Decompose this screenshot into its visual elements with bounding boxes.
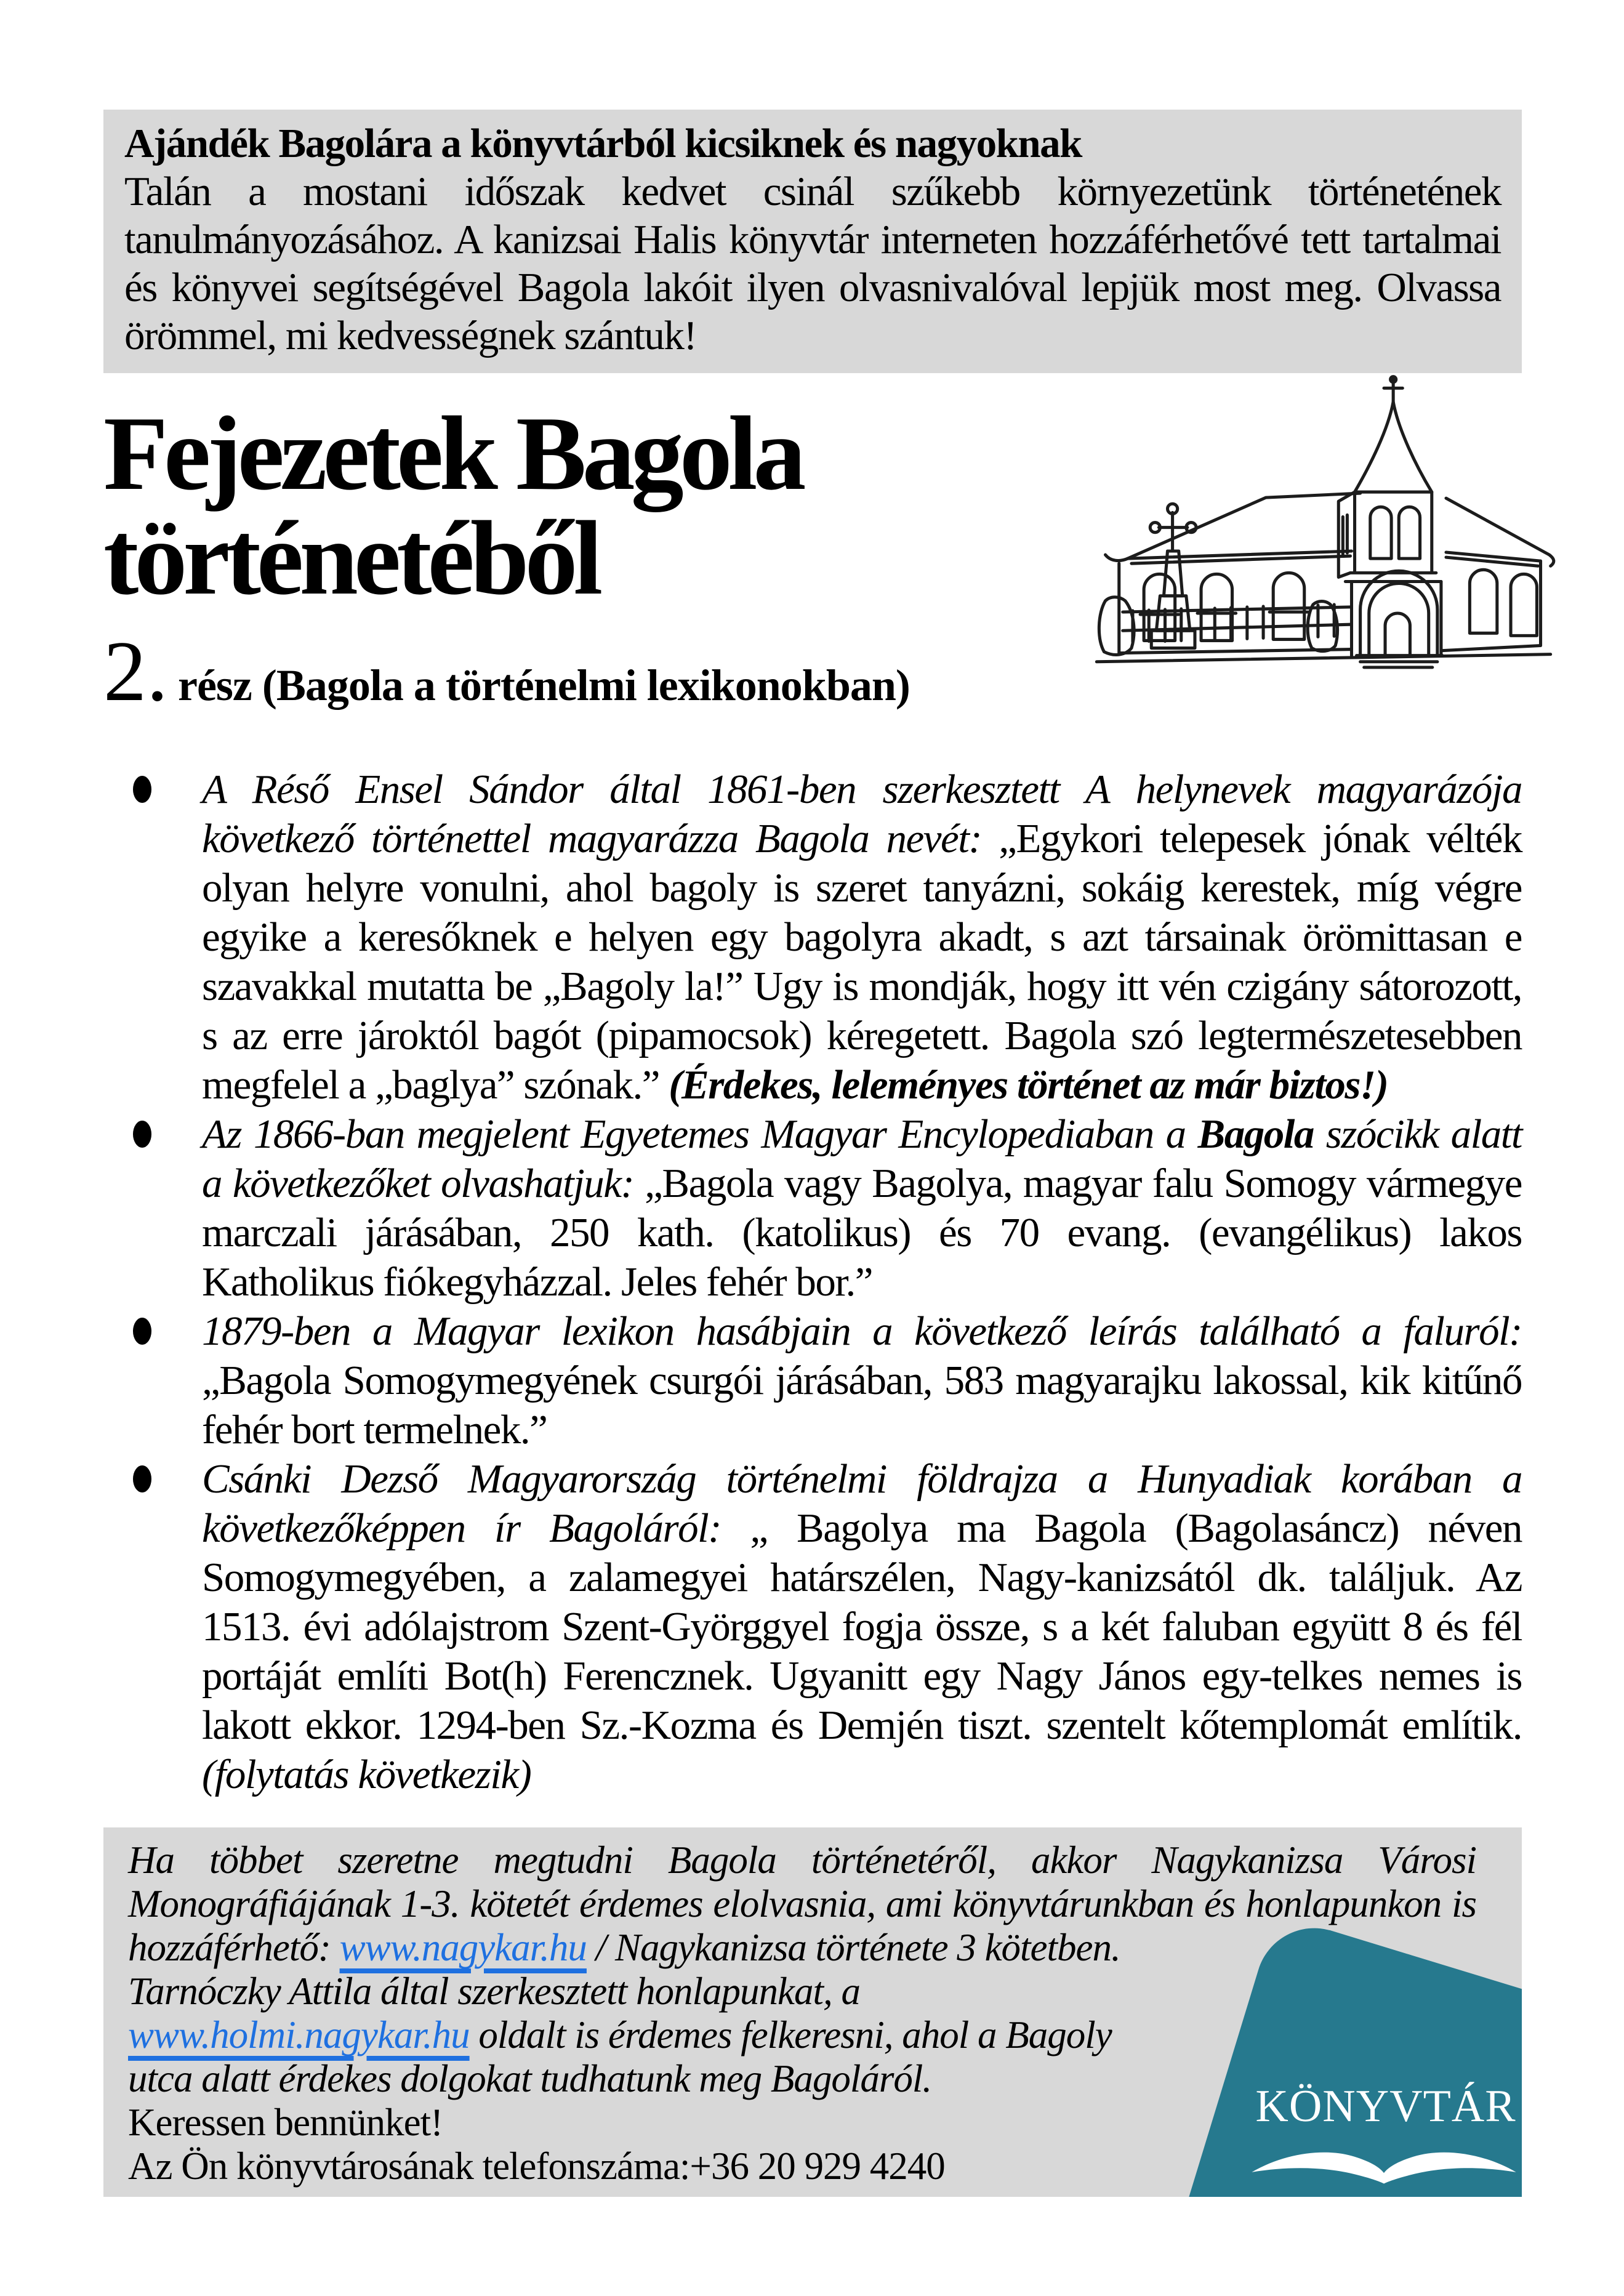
page-title-line2: történetéből — [103, 500, 599, 617]
page-title — [103, 395, 1064, 617]
logo-label: KÖNYVTÁR — [1255, 2081, 1516, 2132]
bullet-item — [202, 1307, 1522, 1454]
text-segment: Csánki Dezső Magyarország történelmi földrajza a Hunyadiak korában a következőképpen ír Bagoláról: — [202, 1456, 1522, 1551]
bullet-item — [202, 1110, 1522, 1307]
open-book-icon — [1248, 2140, 1519, 2189]
text-segment: 1879-ben a Magyar lexikon hasábjain a következő leírás található a faluról: — [202, 1308, 1522, 1354]
text-segment: Bagola — [1197, 1111, 1314, 1157]
bullet-item — [202, 1454, 1522, 1799]
footer-line: Tarnóczky Attila által szerkesztett honlapunkat, a — [128, 1970, 860, 2013]
church-illustration — [1079, 365, 1565, 675]
bullet-item — [202, 765, 1522, 1110]
text-segment: (Érdekes, leleményes történet az már biztos!) — [669, 1062, 1388, 1108]
text-segment: (folytatás következik) — [202, 1752, 531, 1797]
footer-line: Keressen bennünket! — [128, 2101, 443, 2144]
footer-phone-line: Az Ön könyvtárosának telefonszáma:+36 20 929 4240 — [128, 2145, 945, 2188]
intro-body: Talán a mostani időszak kedvet csinál szűkebb környezetünk történetének tanulmányozásához. A kanizsai Halis könyvtár interneten hozzáférhetővé tett tartalmai és könyvei segítségével Bagola lakóit ilyen olvasnivalóval lepjük most meg. Olvassa örömmel, mi kedvességnek szántuk! — [124, 169, 1501, 358]
bullet-list — [103, 765, 1522, 1799]
link-holmi-nagykar[interactable]: www.holmi.nagykar.hu — [128, 2013, 470, 2056]
section-subtitle-text: rész (Bagola a történelmi lexikonokban) — [178, 661, 910, 710]
church-drawing-icon — [1079, 365, 1565, 675]
text-segment: „Egykori telepesek jónak vélték olyan helyre vonulni, ahol bagoly is szeret tanyázni, sokáig kerestek, míg végre egyike a keresőknek e helyen egy bagolyra akadt, s azt társainak örömittasan e szavakkal mutatta be „Bagoly la!” Ugy is mondják, hogy itt vén czigány sátorozott, s az erre jároktól bagót (pipamocsok) kéregetett. Bagola szó legtermészetesebben megfelel a „baglya” szónak.” — [202, 816, 1522, 1108]
text-segment: Ha többet szeretne megtudni Bagola történetéről, akkor Nagykanizsa Városi Monográfiájának 1-3. kötetét érdemes elolvasnia, ami könyvtárunkban és honlapunkon is hozzáférhető: — [128, 1839, 1476, 1969]
library-logo — [1152, 1877, 1522, 2197]
intro-heading: Ajándék Bagolára a könyvtárból kicsiknek és nagyoknak — [124, 121, 1082, 166]
text-segment: A Réső Ensel Sándor által 1861-ben szerkesztett A helynevek magyarázója következő történettel magyarázza Bagola nevét: — [202, 767, 1522, 861]
intro-box — [103, 110, 1522, 373]
text-segment: Az 1866-ban megjelent Egyetemes Magyar Encylopediaban a — [202, 1111, 1198, 1157]
text-segment: szócikk alatt a következőket olvashatjuk: — [202, 1111, 1522, 1206]
section-number: 2. — [103, 624, 168, 719]
text-segment: „ Bagolya ma Bagola (Bagolasáncz) néven Somogymegyében, a zalamegyei határszélen, Nagy-kanizsától dk. találjuk. Az 1513. évi adólajstrom Szent-Györggyel fogja össze, s a két faluban együtt 8 és fél portáját említi Bot(h) Ferencznek. Ugyanitt egy Nagy János egy-telkes nemes is lakott ekkor. 1294-ben Sz.-Kozma és Demjén tiszt. szentelt kőtemplomát említik. — [202, 1505, 1522, 1748]
footer-line: utca alatt érdekes dolgokat tudhatunk meg Bagoláról. — [128, 2057, 932, 2100]
text-segment: / Nagykanizsa története 3 kötetben. — [586, 1926, 1120, 1969]
text-segment: „Bagola vagy Bagolya, magyar falu Somogy vármegye marczali járásában, 250 kath. (katolikus) és 70 evang. (evangélikus) lakos Katholikus fiókegyházzal. Jeles fehér bor.” — [202, 1161, 1522, 1305]
text-segment: „Bagola Somogymegyének csurgói járásában, 583 magyarajku lakossal, kik kitűnő fehér bort termelnek.” — [202, 1358, 1522, 1452]
text-segment: oldalt is érdemes felkeresni, ahol a Bagoly — [469, 2013, 1112, 2056]
link-nagykar[interactable]: www.nagykar.hu — [339, 1926, 587, 1969]
footer-box — [103, 1827, 1522, 2197]
page-title-line1: Fejezetek Bagola — [103, 395, 802, 512]
